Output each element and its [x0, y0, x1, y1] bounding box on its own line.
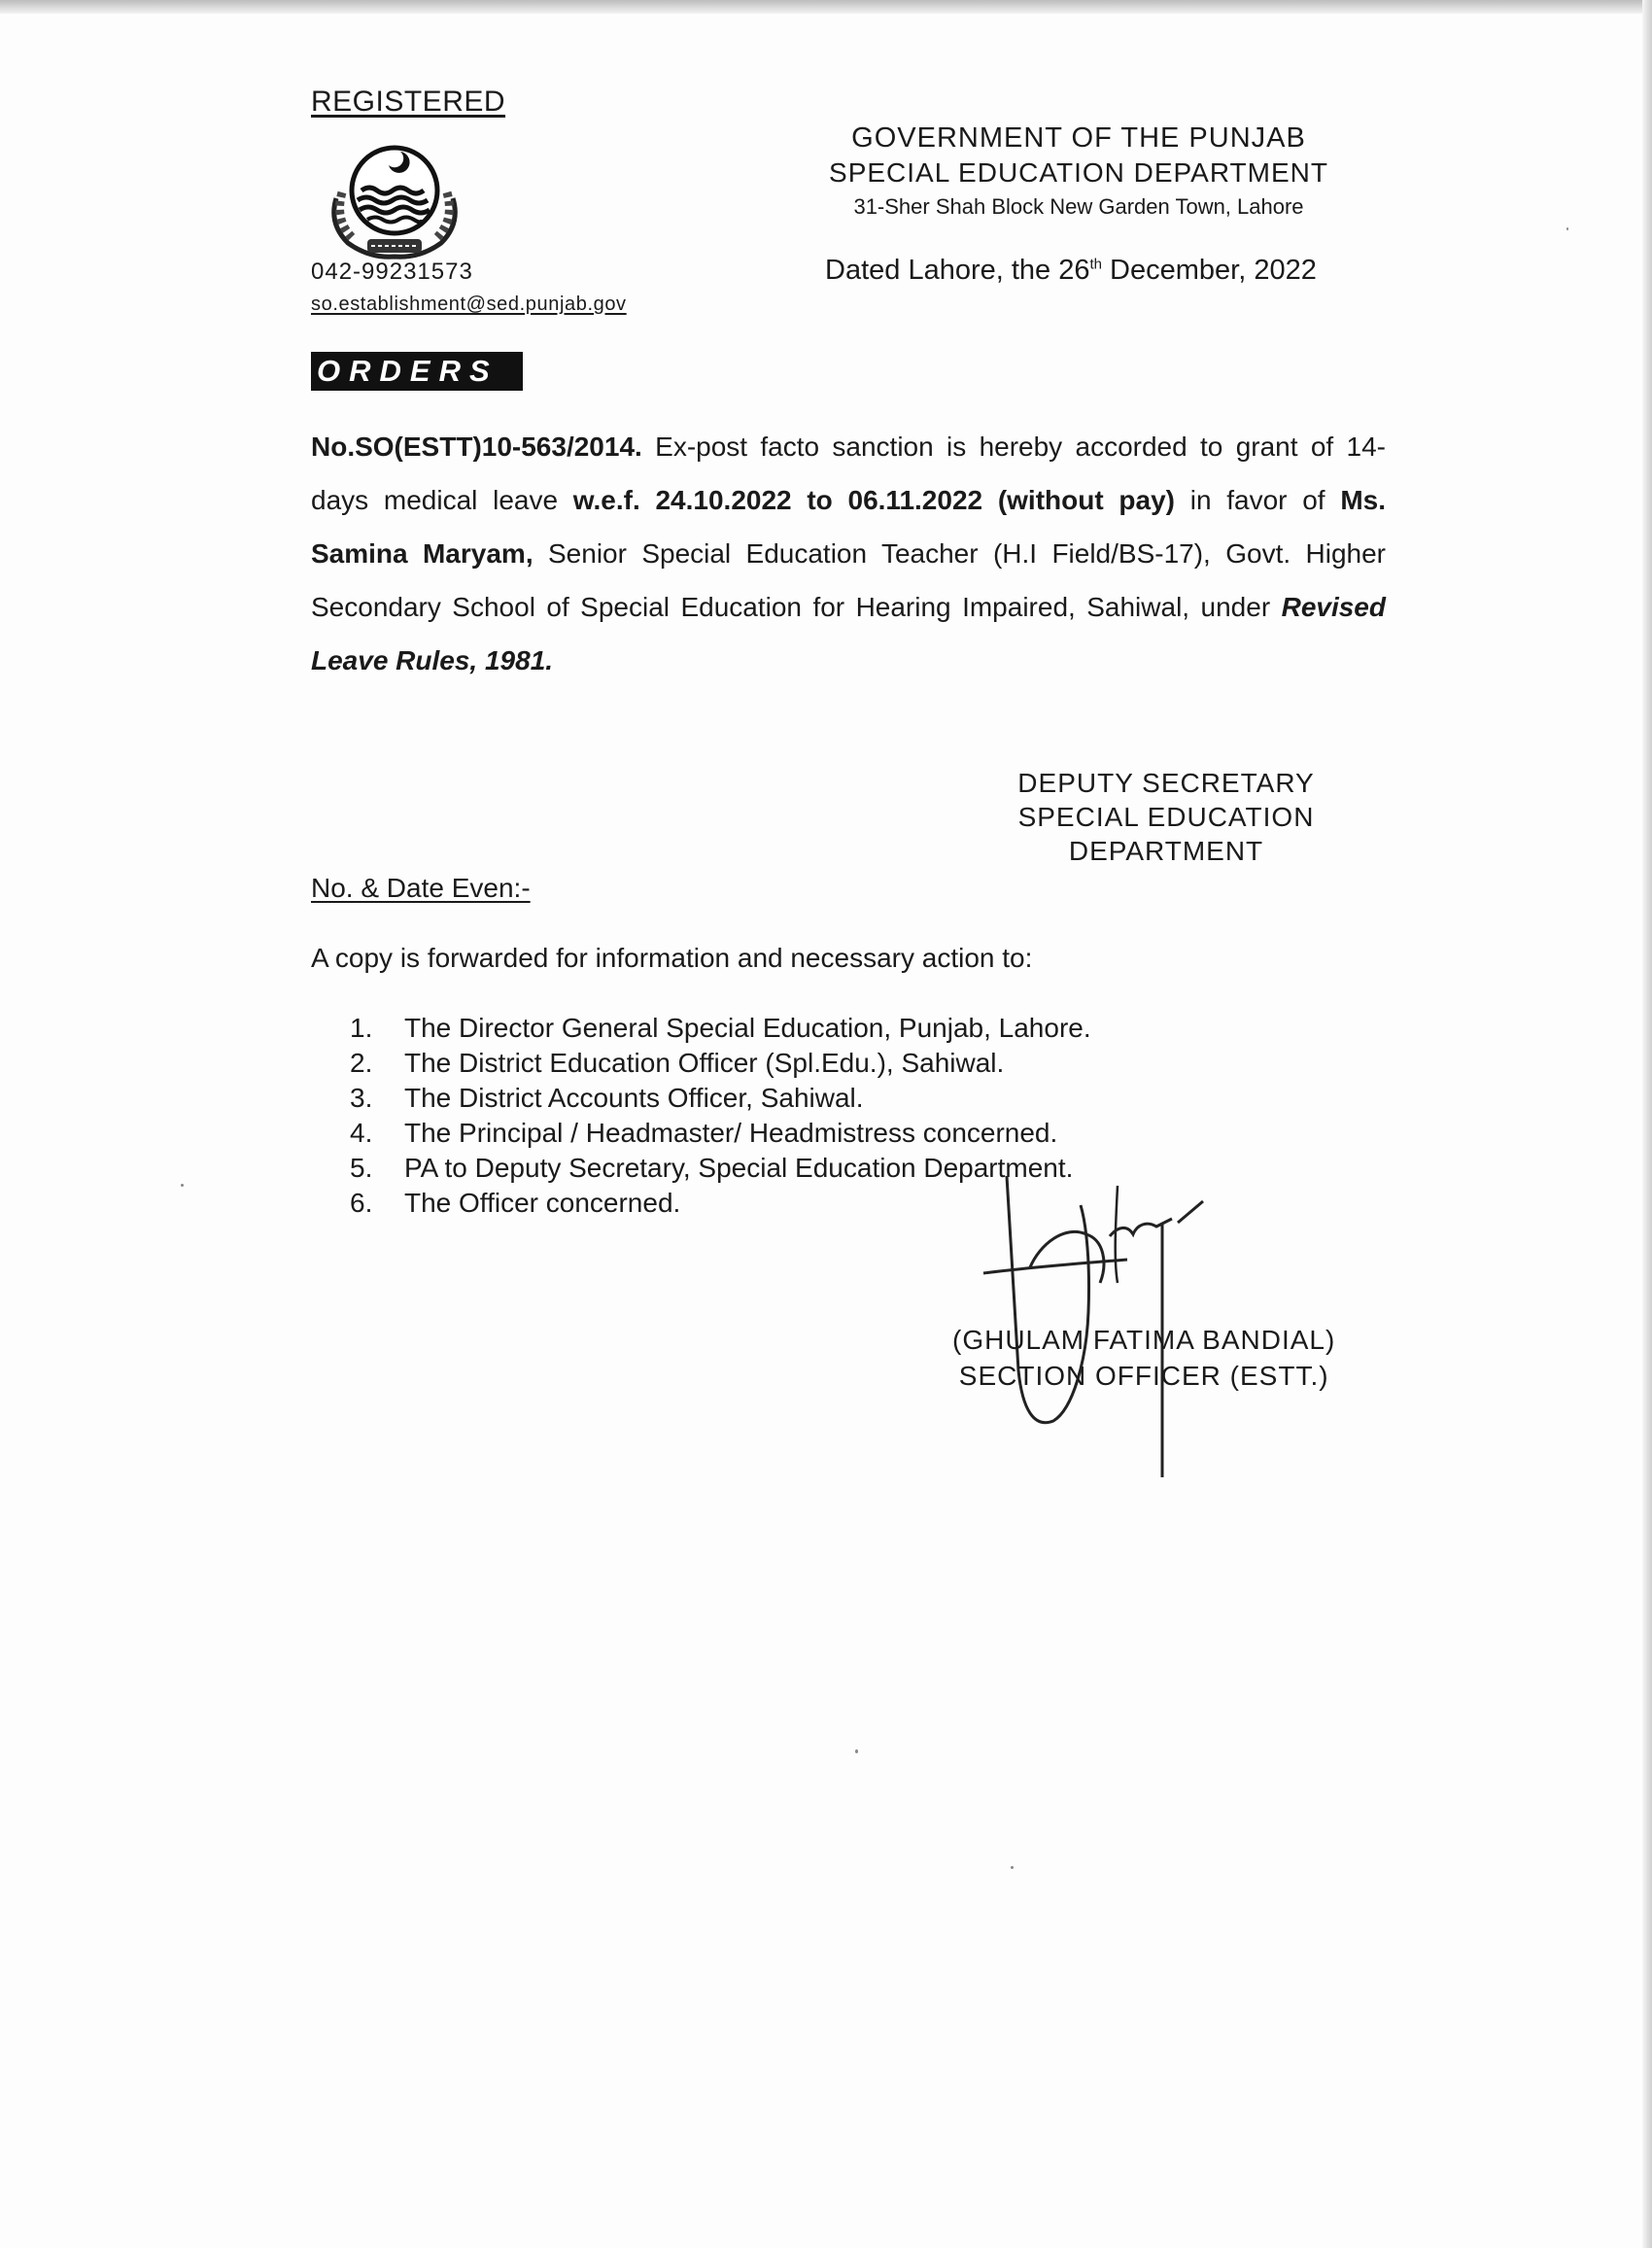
registered-label: REGISTERED — [311, 86, 506, 118]
list-text: The District Accounts Officer, Sahiwal. — [404, 1083, 864, 1113]
signatory-block — [952, 1322, 1335, 1394]
no-date-even-label: No. & Date Even:- — [311, 873, 531, 903]
signatory-name: (GHULAM FATIMA BANDIAL) — [952, 1325, 1336, 1355]
list-item — [350, 1116, 1091, 1151]
forward-text: A copy is forwarded for information and necessary action to: — [311, 943, 1033, 973]
list-number: 1. — [350, 1013, 373, 1043]
list-number: 4. — [350, 1118, 373, 1148]
government-title: GOVERNMENT OF THE PUNJAB — [851, 122, 1306, 154]
scan-speck — [1566, 227, 1568, 230]
scan-edge-right — [1642, 0, 1652, 2248]
department-address: 31-Sher Shah Block New Garden Town, Lahore — [853, 194, 1304, 219]
dated-line — [825, 255, 1317, 287]
list-number: 3. — [350, 1083, 373, 1113]
deputy-line-1: DEPUTY SECRETARY — [1017, 768, 1315, 798]
list-text: The Principal / Headmaster/ Headmistress concerned. — [404, 1118, 1058, 1148]
list-number: 2. — [350, 1048, 373, 1078]
dated-suffix: December, 2022 — [1102, 255, 1317, 286]
deputy-line-2: SPECIAL EDUCATION — [1017, 802, 1315, 832]
list-item — [350, 1046, 1091, 1081]
deputy-secretary-block — [972, 766, 1360, 868]
scan-speck — [181, 1184, 184, 1187]
deputy-line-3: DEPARTMENT — [1068, 836, 1264, 866]
dated-ordinal: th — [1089, 256, 1102, 273]
employee-name: Ms. Samina Maryam, — [311, 485, 1386, 569]
order-text-2: in favor of — [1174, 485, 1341, 515]
list-number: 5. — [350, 1153, 373, 1183]
department-title: SPECIAL EDUCATION DEPARTMENT — [829, 157, 1328, 188]
list-item — [350, 1081, 1091, 1116]
scan-speck — [1011, 1866, 1014, 1869]
list-item — [350, 1011, 1091, 1046]
signatory-title: SECTION OFFICER (ESTT.) — [958, 1361, 1329, 1391]
leave-period: w.e.f. 24.10.2022 to 06.11.2022 (without pay) — [572, 485, 1175, 515]
orders-heading: ORDERS — [311, 352, 523, 391]
email-link[interactable]: so.establishment@sed.punjab.gov — [311, 294, 627, 315]
scan-edge-top — [0, 0, 1652, 14]
order-text-1: Ex-post facto sanction is hereby accorded to grant of 14-days medical leave — [311, 432, 1386, 515]
list-text: The District Education Officer (Spl.Edu.), Sahiwal. — [404, 1048, 1005, 1078]
list-number: 6. — [350, 1188, 373, 1218]
dated-prefix: Dated Lahore, the 26 — [825, 255, 1090, 286]
leave-rules: Revised Leave Rules, 1981. — [311, 592, 1386, 675]
order-text-3: Senior Special Education Teacher (H.I Field/BS-17), Govt. Higher Secondary School of Special Education for Hearing Impaired, Sahiwal, under — [311, 538, 1386, 622]
scan-speck — [855, 1749, 858, 1753]
punjab-emblem-icon — [319, 130, 470, 262]
list-text: The Officer concerned. — [404, 1188, 681, 1218]
phone-number: 042-99231573 — [311, 259, 473, 285]
order-number: No.SO(ESTT)10-563/2014. — [311, 432, 642, 462]
list-text: The Director General Special Education, Punjab, Lahore. — [404, 1013, 1091, 1043]
letterhead-header — [797, 121, 1360, 222]
order-paragraph — [311, 420, 1386, 687]
list-text: PA to Deputy Secretary, Special Education Department. — [404, 1153, 1074, 1183]
